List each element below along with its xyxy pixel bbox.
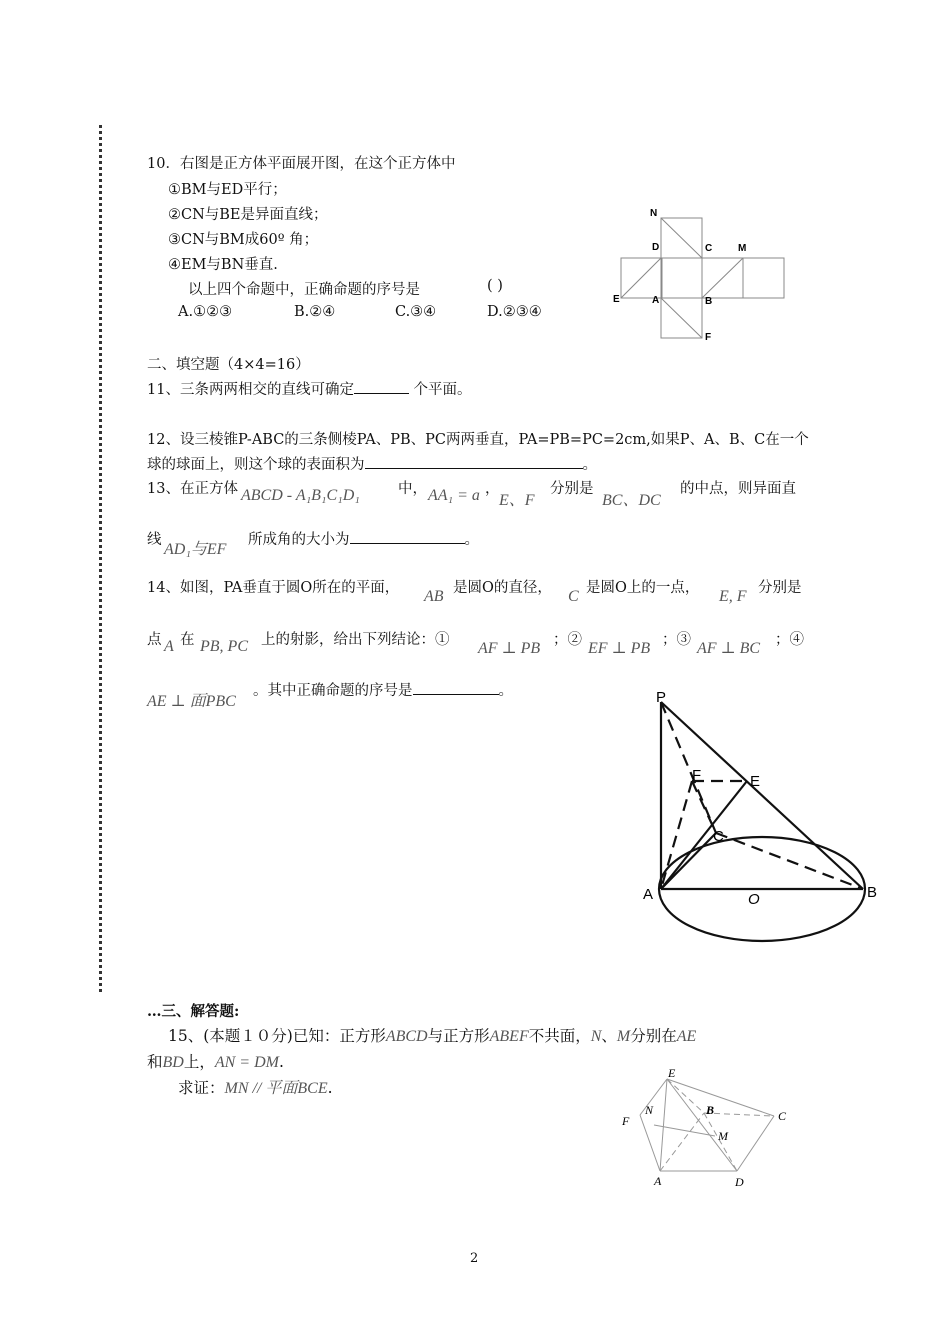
q15-math-abcd: ABCD (385, 1028, 428, 1045)
q13-line-2-mid (248, 528, 479, 549)
q13-line-2-pre: 线 (147, 532, 162, 548)
fig14-label-o: O (748, 891, 760, 908)
q13-math-ad1-ef: AD₁与EF (164, 541, 227, 558)
cube-net-figure (610, 200, 800, 350)
binding-dotted-line (99, 125, 102, 992)
q14-l3-b: 。 (498, 683, 513, 699)
q14-pre: 14、如图，PA垂直于圆O所在的平面， (147, 580, 400, 596)
q10-stem: 10．右图是正方体平面展开图，在这个正方体中 (147, 156, 456, 172)
fig15-label-c: C (778, 1109, 787, 1123)
fig15-label-e: E (668, 1066, 676, 1080)
q10-statement-2: ②CN与BE是异面直线； (168, 207, 328, 223)
fig15-label-a: A (654, 1174, 662, 1188)
q15-math-an-dm: AN = DM (214, 1054, 279, 1071)
q10-statement-3: ③CN与BM成60º 角； (168, 232, 319, 248)
net-label-b: B (705, 296, 713, 307)
q14-l2-e: ；③ (662, 632, 691, 648)
q12-line-1: 12、设三棱锥P-ABC的三条侧棱PA、PB、PC两两垂直，PA=PB=PC=2cm,如果P、A、B、C在一个 (147, 432, 809, 448)
q14-circle-pyramid-figure (630, 685, 890, 950)
net-label-c: C (705, 243, 713, 254)
q15-l2-b: 上， (183, 1053, 215, 1071)
net-label-n: N (650, 208, 658, 219)
q15-math-conclusion: MN // 平面BCE (224, 1080, 328, 1097)
q13-pre: 13、在正方体 (147, 481, 238, 497)
q13-mid-1: 中， (398, 481, 427, 497)
q10-statement-1: ①BM与ED平行； (168, 182, 287, 198)
q13-blank (350, 542, 465, 544)
q11-post: 个平面。 (408, 382, 472, 398)
q13-math-bcdc: BC、DC (602, 492, 661, 509)
section-2-title: 二、填空题（4×4=16） (147, 357, 310, 373)
q15-math-bd: BD (162, 1054, 184, 1071)
q10-answer-paren: ( ) (487, 278, 503, 294)
q15-a: 与正方形 (427, 1027, 490, 1045)
q15-line-1 (168, 1024, 696, 1046)
q15-b: 不共面， (528, 1027, 591, 1045)
q15-pre: 15、(本题１０分)已知：正方形 (168, 1027, 386, 1045)
q11-blank (354, 392, 409, 394)
q15-l2-c: . (278, 1053, 284, 1071)
q14-l3-math-conclusion-4: AE ⊥ 面PBC (147, 693, 236, 710)
fig15-label-b: B (706, 1103, 715, 1117)
q10-option-b: B.②④ (294, 304, 336, 320)
q13-math-edge: AA₁ = a (428, 487, 480, 504)
q15-math-n: N (590, 1028, 602, 1045)
q12-blank (365, 467, 583, 469)
q14-mid-1: 是圆O的直径， (453, 580, 552, 596)
q12-line-2-pre: 球的球面上，则这个球的表面积为 (147, 457, 365, 473)
fig15-label-n: N (645, 1103, 654, 1117)
q15-math-m: M (616, 1028, 631, 1045)
q15-d: 分别在 (630, 1027, 677, 1045)
q10-statement-4: ④EM与BN垂直. (168, 257, 278, 273)
q13-line-2-post: 。 (464, 532, 479, 548)
q14-l2-b: 在 (180, 632, 195, 648)
q14-mid-3: 分别是 (758, 580, 802, 596)
q14-l2-math-conclusion-2: EF ⊥ PB (588, 640, 651, 657)
q14-mid-2: 是圆O上的一点， (586, 580, 700, 596)
q10-option-a: A.①②③ (178, 304, 233, 320)
fig14-label-f: F (692, 767, 702, 784)
fig15-label-m: M (718, 1129, 728, 1143)
q15-c: 、 (601, 1027, 617, 1045)
q14-l2-f: ；④ (775, 632, 804, 648)
q13-mid-2: 分别是 (550, 481, 594, 497)
q10-ask: 以上四个命题中，正确命题的序号是 (188, 282, 420, 298)
q14-l2-d: ；② (553, 632, 582, 648)
fig14-label-c: C (713, 828, 724, 845)
q11-text (147, 378, 472, 399)
q15-l3-a: 求证： (178, 1079, 225, 1097)
q14-l2-a: 点 (147, 632, 162, 648)
q10-option-c: C.③④ (395, 304, 437, 320)
q11-pre: 11、三条两两相交的直线可确定 (147, 382, 354, 398)
q14-l2-c: 上的射影，给出下列结论：① (261, 632, 450, 648)
q15-line-3 (178, 1075, 333, 1098)
fig14-label-a: A (643, 886, 654, 903)
q14-l2-math-conclusion-1: AF ⊥ PB (478, 640, 541, 657)
q13-math-cube: ABCD - A₁B₁C₁D₁ (241, 487, 360, 504)
q15-math-ae: AE (676, 1028, 697, 1045)
q13-mid-3: 的中点，则异面直 (680, 481, 796, 497)
net-label-m: M (738, 243, 747, 254)
fig14-label-e: E (750, 773, 761, 790)
q15-math-abef: ABEF (489, 1028, 529, 1045)
q12-line-2-post: 。 (582, 457, 597, 473)
fig15-label-d: D (735, 1175, 744, 1189)
net-label-e: E (613, 294, 620, 305)
q14-l2-math-conclusion-3: AF ⊥ BC (697, 640, 761, 657)
q15-line-2 (147, 1050, 284, 1072)
net-label-a: A (652, 295, 660, 306)
q14-math-ef: E, F (719, 588, 747, 605)
q10-option-d: D.②③④ (487, 304, 542, 320)
q13-comma: ， (485, 481, 500, 497)
q15-l3-b: . (327, 1079, 333, 1097)
q13-line-2-mid-text: 所成角的大小为 (248, 532, 350, 548)
q14-l3-a: 。其中正确命题的序号是 (253, 683, 413, 699)
q15-two-squares-figure (612, 1063, 802, 1193)
net-label-f: F (705, 332, 712, 343)
q12-line-2 (147, 453, 597, 474)
q14-l3-text (253, 679, 513, 700)
fig15-label-f: F (622, 1114, 630, 1128)
net-label-d: D (652, 242, 660, 253)
q14-blank (413, 693, 499, 695)
fig14-label-b: B (867, 884, 878, 901)
q13-math-ef: E、F (499, 492, 535, 509)
page-number: 2 (470, 1251, 479, 1266)
q15-l2-a: 和 (147, 1053, 163, 1071)
fig14-label-p: P (656, 689, 667, 706)
q14-math-c: C (568, 588, 579, 605)
q14-math-ab: AB (424, 588, 444, 605)
section-3-title: …三、解答题: (147, 1003, 240, 1020)
q14-l2-math-pbpc: PB, PC (200, 638, 248, 655)
q14-l2-math-a: A (164, 638, 174, 655)
